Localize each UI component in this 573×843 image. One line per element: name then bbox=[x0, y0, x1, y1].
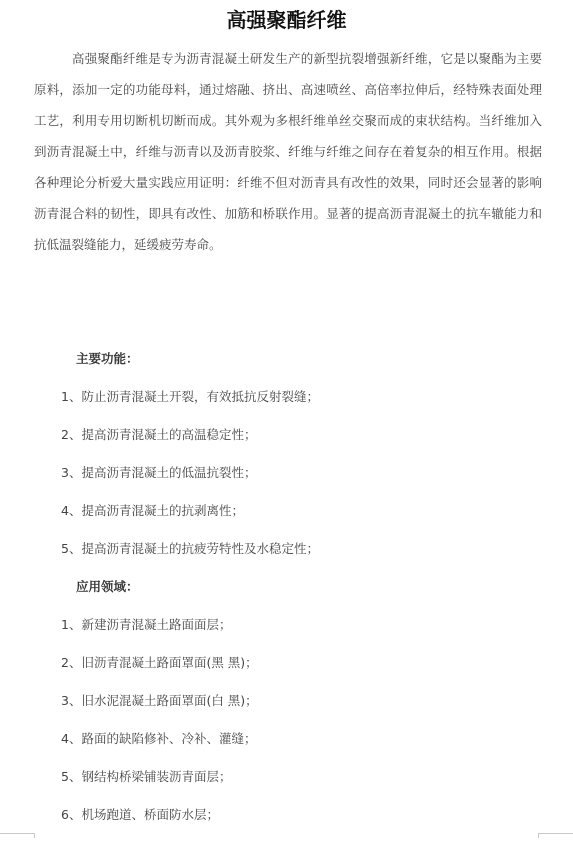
function-item: 3、提高沥青混凝土的低温抗裂性； bbox=[61, 465, 257, 480]
function-item: 4、提高沥青混凝土的抗剥离性； bbox=[61, 503, 244, 518]
application-item: 1、新建沥青混凝土路面面层； bbox=[61, 617, 232, 632]
page-corner-mark bbox=[0, 833, 35, 838]
function-item: 1、防止沥青混凝土开裂，有效抵抗反射裂缝； bbox=[61, 389, 319, 404]
applications-heading: 应用领域： bbox=[76, 579, 139, 594]
functions-heading: 主要功能： bbox=[76, 351, 139, 366]
document-title: 高强聚酯纤维 bbox=[226, 8, 347, 32]
page-corner-mark bbox=[538, 833, 573, 838]
functions-list bbox=[61, 387, 319, 577]
function-item: 2、提高沥青混凝土的高温稳定性； bbox=[61, 427, 257, 442]
application-item: 4、路面的缺陷修补、冷补、灌缝； bbox=[61, 731, 257, 746]
application-item: 3、旧水泥混凝土路面罩面(白 黑)； bbox=[61, 693, 258, 708]
application-item: 6、机场跑道、桥面防水层； bbox=[61, 807, 219, 822]
function-item: 5、提高沥青混凝土的抗疲劳特性及水稳定性； bbox=[61, 541, 319, 556]
applications-list bbox=[61, 615, 258, 843]
application-item: 2、旧沥青混凝土路面罩面(黑 黑)； bbox=[61, 655, 258, 670]
intro-paragraph: 高强聚酯纤维是专为沥青混凝土研发生产的新型抗裂增强新纤维，它是以聚酯为主要原料，添加一定的功能母料，通过熔融、挤出、高速喷丝、高倍率拉伸后，经特殊表面处理工艺，利用专用切断机切断而成。其外观为多根纤维单丝交聚而成的束状结构。当纤维加入到沥青混凝土中，纤维与沥青以及沥青胶浆、纤维与纤维之间存在着复杂的相互作用。根据各种理论分析爱大量实践应用证明：纤维不但对沥青具有改性的效果，同时还会显著的影响沥青混合料的韧性，即具有改性、加筋和桥联作用。显著的提高沥青混凝土的抗车辙能力和抗低温裂缝能力，延缓疲劳寿命。 bbox=[34, 51, 542, 252]
application-item: 5、钢结构桥梁铺装沥青面层； bbox=[61, 769, 232, 784]
